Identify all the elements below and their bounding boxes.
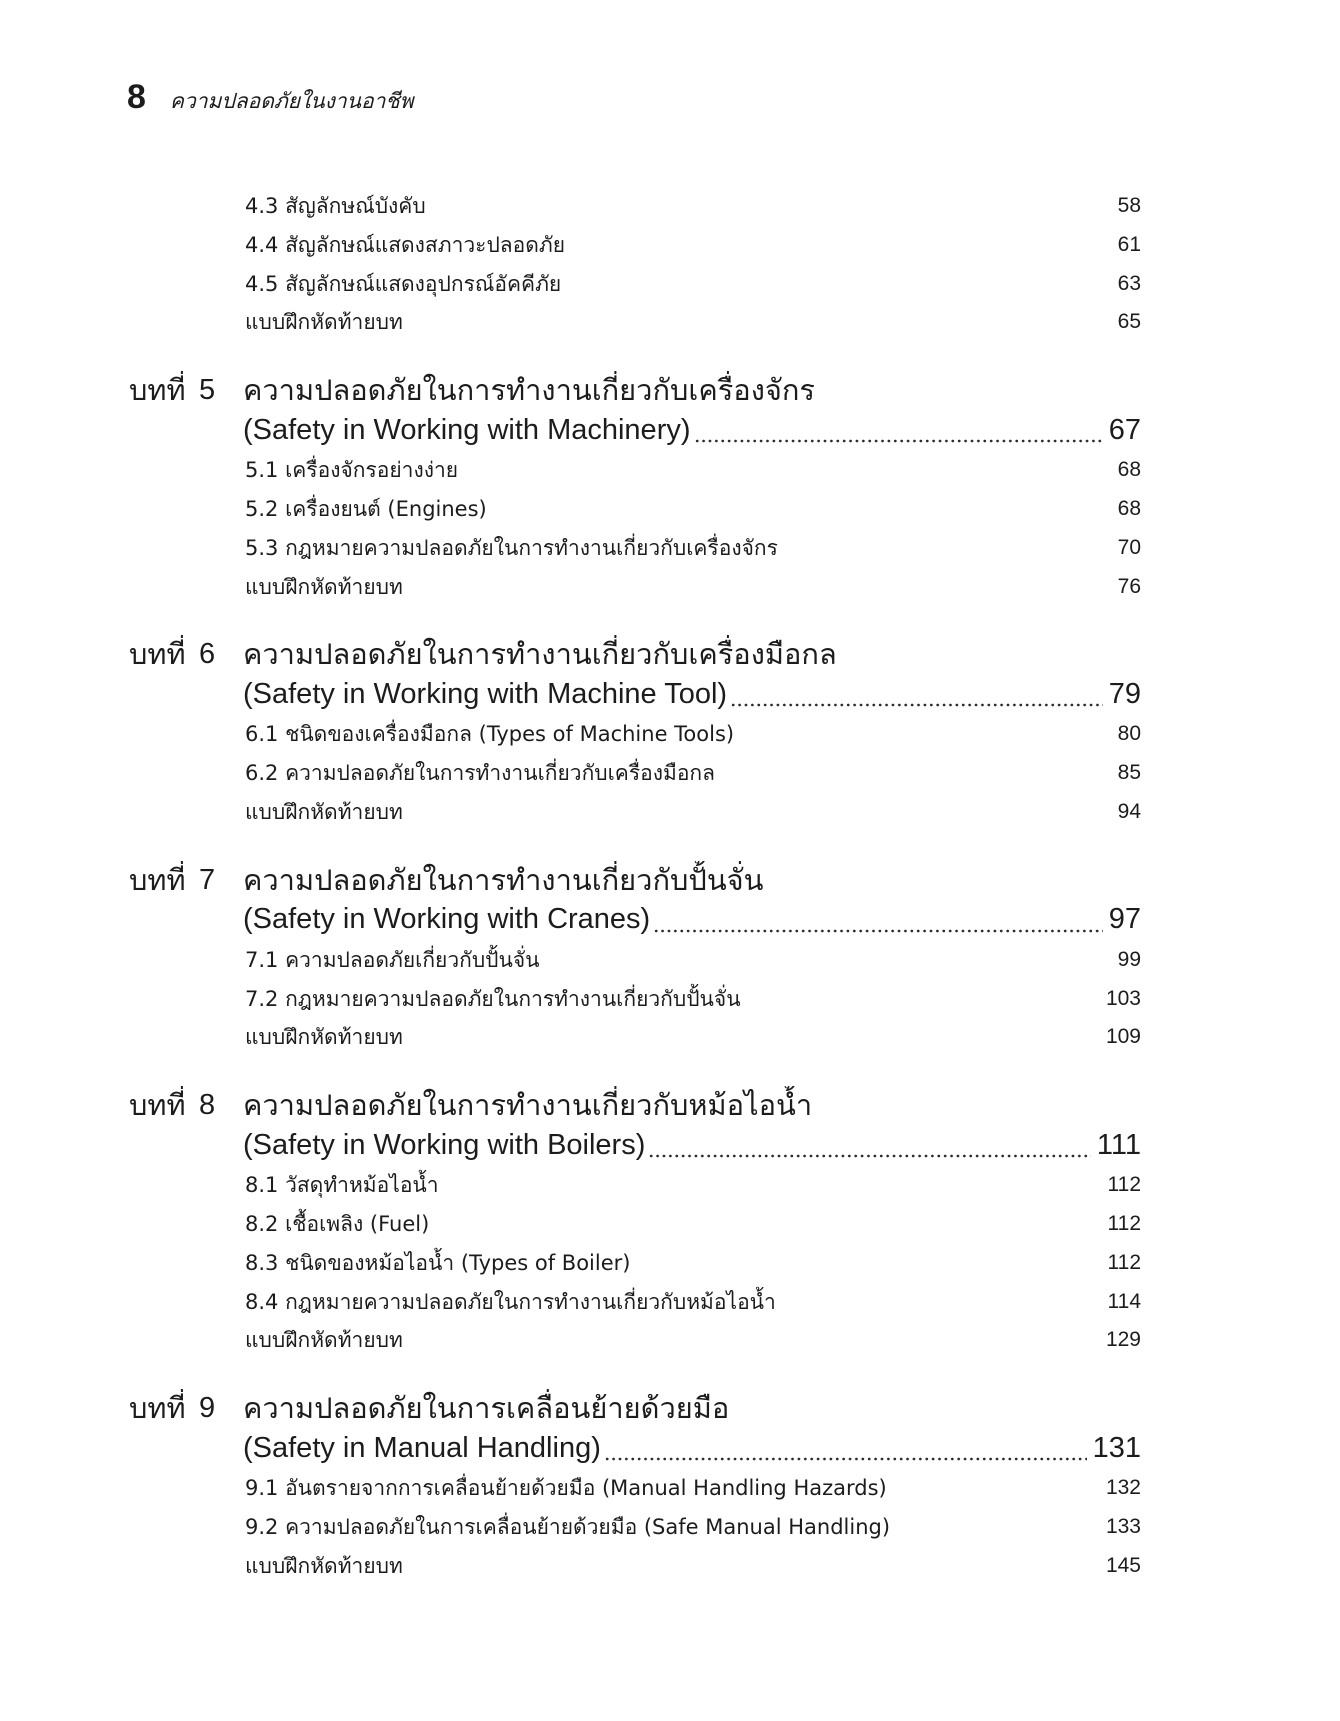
toc-item-label: แบบฝึกหัดท้ายบท	[245, 574, 403, 599]
toc-row	[0, 187, 1340, 226]
toc-item-page: 112	[1107, 1211, 1141, 1235]
toc-item-page: 68	[1117, 458, 1141, 482]
dot-leader	[653, 899, 1103, 941]
toc-row	[0, 529, 1340, 568]
chapter-label: บทที่	[129, 1088, 186, 1123]
toc-row	[0, 568, 1340, 607]
toc-row	[0, 1469, 1340, 1508]
chapter-label: บทที่	[129, 1391, 186, 1426]
table-of-contents	[0, 187, 1340, 1586]
dot-leader	[730, 673, 1103, 715]
chapter-page: 111	[1096, 1128, 1141, 1161]
chapter-number: 6	[199, 638, 216, 671]
toc-item-label: แบบฝึกหัดท้ายบท	[245, 310, 403, 335]
chapter-title: ความปลอดภัยในการทำงานเกี่ยวกับเครื่องจักร	[243, 373, 815, 408]
toc-item-page: 70	[1117, 535, 1141, 559]
toc-item-page: 65	[1117, 310, 1141, 334]
toc-item-page: 112	[1107, 1250, 1141, 1274]
toc-item-page: 145	[1105, 1553, 1141, 1577]
toc-item-label: แบบฝึกหัดท้ายบท	[245, 1025, 403, 1050]
chapter-subtitle-line	[0, 673, 1340, 715]
toc-item-page: 61	[1117, 232, 1141, 256]
toc-item-label: 9.2 ความปลอดภัยในการเคลื่อนย้ายด้วยมือ (Safe Manual Handling)	[245, 1514, 891, 1539]
toc-row	[0, 793, 1340, 832]
chapter-label: บทที่	[129, 862, 186, 897]
chapter-number: 5	[199, 374, 216, 407]
dot-leader	[604, 1427, 1087, 1469]
chapter-page: 67	[1108, 413, 1141, 446]
toc-item-page: 85	[1117, 761, 1141, 785]
toc-item-label: 7.1 ความปลอดภัยเกี่ยวกับปั้นจั่น	[245, 947, 540, 972]
toc-item-label: 8.3 ชนิดของหม้อไอน้ำ (Types of Boiler)	[245, 1250, 631, 1275]
toc-row	[0, 1205, 1340, 1244]
toc-row	[0, 451, 1340, 490]
chapter-label: บทที่	[129, 373, 186, 408]
chapter-number: 7	[199, 863, 216, 896]
chapter-section	[0, 1389, 1340, 1585]
toc-item-page: 58	[1117, 194, 1141, 217]
chapter-heading	[0, 371, 1340, 409]
chapter-heading	[0, 635, 1340, 673]
book-title: ความปลอดภัยในงานอาชีพ	[169, 89, 414, 113]
toc-item-label: 5.3 กฎหมายความปลอดภัยในการทำงานเกี่ยวกับเครื่องจักร	[245, 535, 778, 560]
toc-item-page: 99	[1117, 947, 1141, 971]
toc-item-page: 63	[1117, 271, 1141, 295]
chapter-subtitle-line	[0, 409, 1340, 451]
chapter-section	[0, 635, 1340, 831]
chapter-title: ความปลอดภัยในการเคลื่อนย้ายด้วยมือ	[243, 1391, 730, 1426]
chapter-subtitle-line	[0, 899, 1340, 941]
chapter-number: 8	[199, 1089, 216, 1122]
toc-row	[0, 1244, 1340, 1283]
dot-leader	[648, 1124, 1091, 1166]
toc-item-label: 8.1 วัสดุทำหม้อไอน้ำ	[245, 1173, 439, 1198]
toc-row	[0, 226, 1340, 265]
toc-row	[0, 1547, 1340, 1586]
chapter-subtitle: (Safety in Working with Boilers)	[243, 1128, 646, 1161]
chapter-section	[0, 861, 1340, 1057]
toc-item-label: 8.4 กฎหมายความปลอดภัยในการทำงานเกี่ยวกับหม้อไอน้ำ	[245, 1289, 776, 1314]
toc-row	[0, 715, 1340, 754]
chapter-page: 131	[1092, 1431, 1141, 1464]
dot-leader	[694, 409, 1103, 451]
toc-row	[0, 1018, 1340, 1057]
toc-row	[0, 303, 1340, 342]
toc-row	[0, 1166, 1340, 1205]
toc-row	[0, 1321, 1340, 1360]
chapter-heading	[0, 1389, 1340, 1427]
chapter-section	[0, 1086, 1340, 1360]
chapter-subtitle: (Safety in Manual Handling)	[243, 1431, 601, 1464]
chapter-label: บทที่	[129, 637, 186, 672]
toc-item-page: 68	[1117, 496, 1141, 520]
toc-item-label: 5.1 เครื่องจักรอย่างง่าย	[245, 458, 459, 483]
toc-item-page: 129	[1105, 1328, 1141, 1352]
toc-item-label: 4.4 สัญลักษณ์แสดงสภาวะปลอดภัย	[245, 232, 566, 257]
toc-item-label: แบบฝึกหัดท้ายบท	[245, 799, 403, 824]
chapter-section	[0, 371, 1340, 606]
toc-item-label: 8.2 เชื้อเพลิง (Fuel)	[245, 1211, 430, 1236]
toc-item-label: แบบฝึกหัดท้ายบท	[245, 1328, 403, 1353]
toc-item-page: 80	[1117, 722, 1141, 746]
toc-row	[0, 941, 1340, 980]
toc-item-label: 6.2 ความปลอดภัยในการทำงานเกี่ยวกับเครื่องมือกล	[245, 761, 716, 786]
chapter-heading	[0, 1086, 1340, 1124]
toc-item-page: 133	[1105, 1514, 1141, 1538]
toc-item-label: 5.2 เครื่องยนต์ (Engines)	[245, 496, 487, 521]
page-number: 8	[127, 78, 146, 116]
chapter-page: 97	[1108, 903, 1141, 936]
toc-item-label: 4.3 สัญลักษณ์บังคับ	[245, 194, 426, 218]
toc-item-page: 94	[1117, 799, 1141, 823]
chapter-title: ความปลอดภัยในการทำงานเกี่ยวกับหม้อไอน้ำ	[243, 1088, 813, 1123]
toc-item-page: 112	[1107, 1173, 1141, 1197]
running-header	[127, 78, 414, 118]
toc-item-label: 6.1 ชนิดของเครื่องมือกล (Types of Machine Tools)	[245, 722, 735, 747]
toc-item-page: 109	[1105, 1025, 1141, 1049]
toc-item-page: 103	[1105, 986, 1141, 1010]
toc-row	[0, 1508, 1340, 1547]
chapter-subtitle-line	[0, 1124, 1340, 1166]
chapter-subtitle: (Safety in Working with Cranes)	[243, 903, 651, 936]
chapter-heading	[0, 861, 1340, 899]
toc-item-page: 132	[1105, 1476, 1141, 1500]
toc-row	[0, 754, 1340, 793]
chapter-title: ความปลอดภัยในการทำงานเกี่ยวกับเครื่องมือกล	[243, 637, 837, 672]
toc-row	[0, 1283, 1340, 1322]
toc-row	[0, 980, 1340, 1019]
chapter-number: 9	[199, 1392, 216, 1425]
toc-item-label: แบบฝึกหัดท้ายบท	[245, 1553, 403, 1578]
toc-row	[0, 490, 1340, 529]
toc-item-page: 114	[1107, 1289, 1141, 1313]
chapter-title: ความปลอดภัยในการทำงานเกี่ยวกับปั้นจั่น	[243, 862, 764, 897]
chapter-subtitle: (Safety in Working with Machine Tool)	[243, 677, 728, 710]
toc-item-label: 4.5 สัญลักษณ์แสดงอุปกรณ์อัคคีภัย	[245, 271, 562, 296]
toc-item-page: 76	[1117, 574, 1141, 598]
chapter-subtitle: (Safety in Working with Machinery)	[243, 413, 691, 446]
toc-item-label: 9.1 อันตรายจากการเคลื่อนย้ายด้วยมือ (Manual Handling Hazards)	[245, 1476, 887, 1501]
toc-row	[0, 265, 1340, 304]
toc-item-label: 7.2 กฎหมายความปลอดภัยในการทำงานเกี่ยวกับปั้นจั่น	[245, 986, 741, 1011]
chapter-subtitle-line	[0, 1427, 1340, 1469]
chapter-page: 79	[1108, 677, 1141, 710]
